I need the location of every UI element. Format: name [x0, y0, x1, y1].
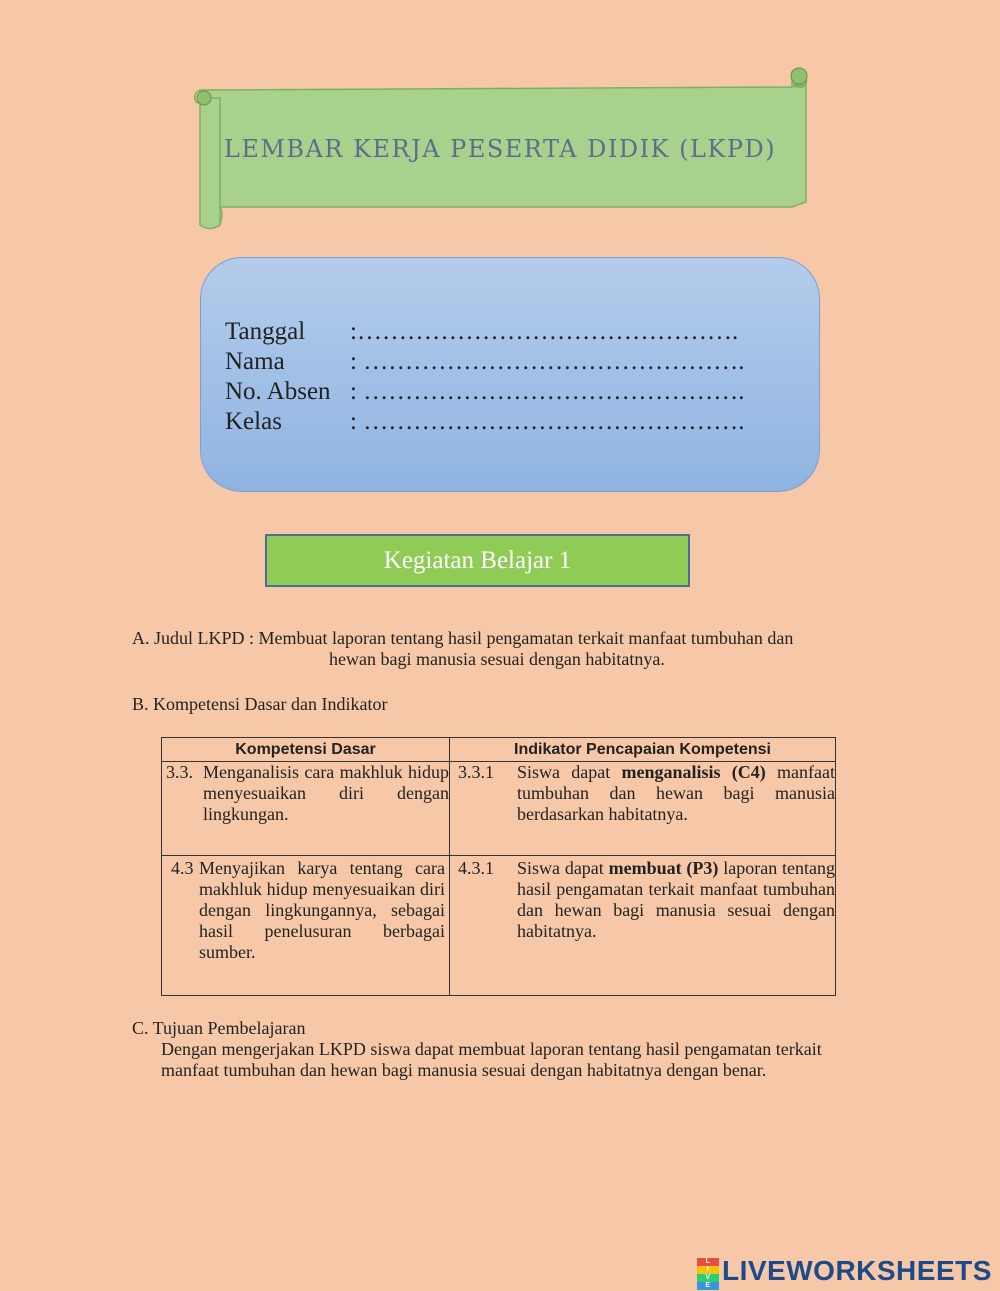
- indicator-text: [517, 762, 835, 825]
- live-badge-icon: [697, 1258, 719, 1289]
- identity-label: Nama: [225, 348, 285, 375]
- badge-letter: E: [697, 1282, 719, 1290]
- identity-row-absence-number[interactable]: [225, 377, 744, 407]
- activity-banner: Kegiatan Belajar 1: [265, 534, 690, 587]
- identity-label: No. Absen: [225, 378, 331, 405]
- section-a-line1: A. Judul LKPD : Membuat laporan tentang hasil pengamatan terkait manfaat tumbuhan dan: [132, 628, 794, 648]
- table-row: [162, 856, 836, 996]
- identity-blank[interactable]: : ……………………………………….: [350, 408, 745, 435]
- table-row: [162, 762, 836, 856]
- column-header-kd: Kompetensi Dasar: [162, 738, 450, 762]
- identity-blank[interactable]: : ……………………………………….: [350, 378, 745, 405]
- column-header-indicator: Indikator Pencapaian Kompetensi: [450, 738, 836, 762]
- identity-row-date[interactable]: [225, 317, 738, 347]
- kd-text: Menganalisis cara makhluk hidup menyesuaikan diri dengan lingkungan.: [203, 762, 449, 824]
- badge-letter: V: [697, 1274, 719, 1282]
- identity-label: Tanggal: [225, 318, 306, 345]
- liveworksheets-logo: [697, 1255, 992, 1287]
- indicator-cell: [450, 856, 836, 996]
- indicator-text: [517, 858, 835, 942]
- badge-letter: I: [697, 1266, 719, 1274]
- identity-blank[interactable]: :……………………………………….: [350, 318, 739, 345]
- kd-cell: [162, 762, 450, 856]
- identity-row-class[interactable]: [225, 407, 744, 437]
- kd-cell: [162, 856, 450, 996]
- section-c: [132, 1018, 832, 1081]
- student-identity-box: [200, 257, 820, 492]
- indicator-text-post: manfaat tumbuhan dan hewan bagi manusia berdasarkan habitatnya.: [517, 762, 835, 824]
- indicator-keyword: membuat (P3): [608, 858, 719, 878]
- kd-number: 4.3: [171, 858, 194, 878]
- indicator-number: 3.3.1: [458, 762, 494, 782]
- section-b-heading: B. Kompetensi Dasar dan Indikator: [132, 694, 388, 714]
- section-c-heading: C. Tujuan Pembelajaran: [132, 1018, 306, 1038]
- logo-text: LIVEWORKSHEETS: [722, 1255, 992, 1286]
- indicator-text-pre: Siswa dapat: [517, 762, 622, 782]
- indicator-number: 4.3.1: [458, 858, 494, 878]
- indicator-cell: [450, 762, 836, 856]
- indicator-text-post: laporan tentang hasil pengamatan terkait manfaat tumbuhan dan hewan bagi manusia sesuai dengan habitatnya.: [517, 858, 835, 941]
- identity-row-name[interactable]: [225, 347, 744, 377]
- kd-text: Menyajikan karya tentang cara makhluk hidup menyesuaikan diri dengan lingkungannya, sebagai hasil penelusuran berbagai sumber.: [199, 858, 445, 962]
- identity-blank[interactable]: : ……………………………………….: [350, 348, 745, 375]
- kd-number: 3.3.: [166, 762, 193, 782]
- badge-letter: L: [697, 1258, 719, 1266]
- worksheet-title: LEMBAR KERJA PESERTA DIDIK (LKPD): [223, 135, 777, 163]
- indicator-text-pre: Siswa dapat: [517, 858, 609, 878]
- indicator-keyword: menganalisis (C4): [621, 762, 766, 782]
- identity-label: Kelas: [225, 408, 282, 435]
- section-c-body: Dengan mengerjakan LKPD siswa dapat membuat laporan tentang hasil pengamatan terkait manfaat tumbuhan dan hewan bagi manusia sesuai dengan habitatnya dengan benar.: [161, 1039, 822, 1080]
- competency-table: [161, 737, 836, 996]
- section-a-line2: hewan bagi manusia sesuai dengan habitatnya.: [329, 649, 665, 669]
